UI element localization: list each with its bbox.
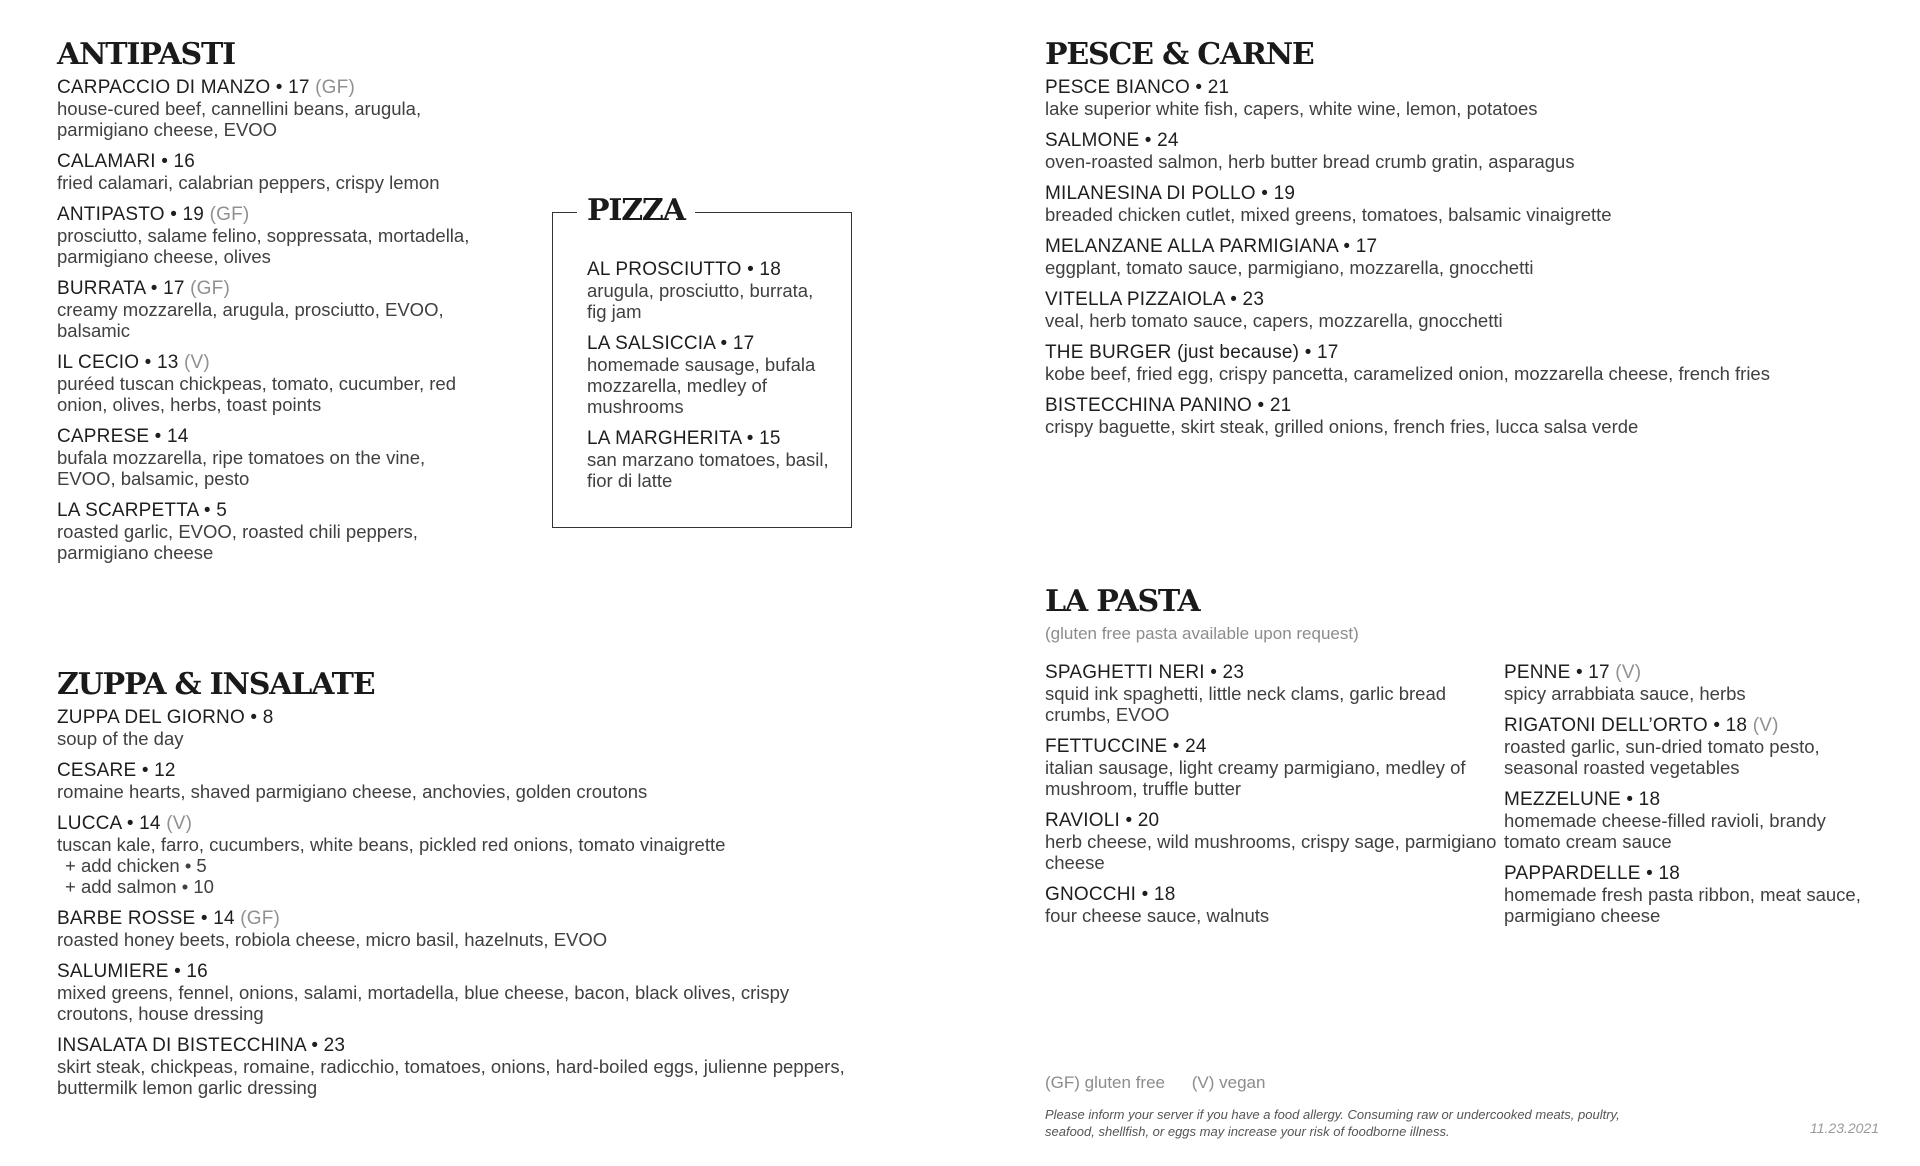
item-name: PESCE BIANCO • 21 — [1045, 77, 1230, 98]
diet-tag: (GF) — [315, 77, 355, 98]
menu-item — [1045, 183, 1845, 225]
item-description: roasted honey beets, robiola cheese, micro basil, hazelnuts, EVOO — [57, 929, 608, 950]
item-name: CESARE • 12 — [57, 760, 176, 781]
item-description: san marzano tomatoes, basil, fior di latte — [587, 449, 829, 491]
diet-tag: (V) — [1615, 662, 1642, 683]
item-description: mixed greens, fennel, onions, salami, mortadella, blue cheese, bacon, black olives, crispy croutons, house dressing — [57, 982, 790, 1024]
item-description: breaded chicken cutlet, mixed greens, tomatoes, balsamic vinaigrette — [1045, 204, 1612, 225]
item-description: lake superior white fish, capers, white wine, lemon, potatoes — [1045, 98, 1538, 119]
diet-tag: (V) — [1752, 715, 1779, 736]
menu-item — [57, 760, 857, 802]
item-name: CARPACCIO DI MANZO • 17 — [57, 77, 310, 98]
pizza-items — [587, 259, 837, 502]
item-note: (just because) — [1177, 342, 1300, 363]
pesce-carne-section — [1045, 37, 1845, 448]
item-name: CALAMARI • 16 — [57, 151, 196, 172]
pasta-section — [1045, 584, 1885, 937]
legend-vegan: (V) vegan — [1191, 1073, 1266, 1092]
menu-item — [57, 961, 857, 1024]
pasta-left-column — [1045, 662, 1504, 937]
diet-tag: (GF) — [240, 908, 281, 929]
menu-item — [57, 813, 857, 897]
item-name: PENNE • 17 — [1504, 662, 1610, 683]
menu-item — [1045, 884, 1504, 926]
item-name: ANTIPASTO • 19 — [57, 204, 205, 225]
item-price: • 17 — [1304, 342, 1339, 363]
item-description: roasted garlic, sun-dried tomato pesto, seasonal roasted vegetables — [1504, 736, 1820, 778]
item-description: romaine hearts, shaved parmigiano cheese, anchovies, golden croutons — [57, 781, 648, 802]
item-description: bufala mozzarella, ripe tomatoes on the vine, EVOO, balsamic, pesto — [57, 447, 426, 489]
item-description: puréed tuscan chickpeas, tomato, cucumber, red onion, olives, herbs, toast points — [57, 373, 456, 415]
menu-item — [57, 707, 857, 749]
item-description: arugula, prosciutto, burrata, fig jam — [587, 280, 814, 322]
antipasti-title: ANTIPASTI — [57, 37, 235, 72]
item-name: MELANZANE ALLA PARMIGIANA • 17 — [1045, 236, 1378, 257]
item-name: PAPPARDELLE • 18 — [1504, 863, 1681, 884]
item-description: veal, herb tomato sauce, capers, mozzarella, gnocchetti — [1045, 310, 1503, 331]
menu-item — [57, 77, 477, 140]
item-description: homemade fresh pasta ribbon, meat sauce, parmigiano cheese — [1504, 884, 1861, 926]
diet-legend — [1045, 1073, 1287, 1093]
menu-item — [1504, 662, 1884, 704]
pasta-title: LA PASTA — [1045, 584, 1200, 619]
item-description: soup of the day — [57, 728, 184, 749]
menu-item — [57, 151, 477, 193]
pasta-note: (gluten free pasta available upon request) — [1045, 624, 1359, 643]
diet-tag: (GF) — [209, 204, 250, 225]
item-name: SALUMIERE • 16 — [57, 961, 208, 982]
item-name: IL CECIO • 13 — [57, 352, 179, 373]
item-description: italian sausage, light creamy parmigiano, medley of mushroom, truffle butter — [1045, 757, 1466, 799]
pesce-title: PESCE & CARNE — [1045, 37, 1314, 72]
menu-item — [587, 259, 837, 322]
item-name: BARBE ROSSE • 14 — [57, 908, 235, 929]
add-salmon-option: + add salmon • 10 — [65, 876, 214, 897]
item-name: MILANESINA DI POLLO • 19 — [1045, 183, 1296, 204]
diet-tag: (V) — [184, 352, 210, 373]
item-description: herb cheese, wild mushrooms, crispy sage, parmigiano cheese — [1045, 831, 1497, 873]
item-name: FETTUCCINE • 24 — [1045, 736, 1207, 757]
menu-item — [1504, 789, 1884, 852]
item-description: spicy arrabbiata sauce, herbs — [1504, 683, 1746, 704]
add-chicken-option: + add chicken • 5 — [65, 855, 207, 876]
allergy-notice: Please inform your server if you have a food allergy. Consuming raw or undercooked meats, poultry, seafood, shellfish, or eggs may increase your risk of foodborne illness. — [1045, 1107, 1620, 1139]
item-name: SPAGHETTI NERI • 23 — [1045, 662, 1245, 683]
menu-item — [57, 204, 477, 267]
antipasti-section — [57, 37, 477, 574]
menu-item — [1045, 395, 1845, 437]
menu-item — [1045, 289, 1845, 331]
item-description: homemade cheese-filled ravioli, brandy tomato cream sauce — [1504, 810, 1826, 852]
menu-item — [1045, 810, 1504, 873]
item-description: kobe beef, fried egg, crispy pancetta, caramelized onion, mozzarella cheese, french fries — [1045, 363, 1770, 384]
menu-item — [1045, 342, 1845, 384]
item-name: RIGATONI DELL’ORTO • 18 — [1504, 715, 1748, 736]
item-name: LA MARGHERITA • 15 — [587, 428, 781, 449]
pasta-columns — [1045, 662, 1885, 937]
pizza-section — [552, 193, 852, 528]
item-name: LA SALSICCIA • 17 — [587, 333, 755, 354]
menu-item — [57, 278, 477, 341]
menu-item — [1045, 77, 1845, 119]
menu-item — [587, 333, 837, 417]
zuppa-insalate-section — [57, 667, 857, 1109]
zuppa-title: ZUPPA & INSALATE — [57, 667, 375, 702]
diet-tag: (GF) — [190, 278, 230, 299]
menu-item — [1504, 715, 1884, 778]
item-name: VITELLA PIZZAIOLA • 23 — [1045, 289, 1265, 310]
item-description: squid ink spaghetti, little neck clams, garlic bread crumbs, EVOO — [1045, 683, 1447, 725]
item-name: ZUPPA DEL GIORNO • 8 — [57, 707, 274, 728]
item-name: BURRATA • 17 — [57, 278, 185, 299]
diet-tag: (V) — [166, 813, 193, 834]
menu-item — [1045, 662, 1504, 725]
item-name: RAVIOLI • 20 — [1045, 810, 1160, 831]
menu-item — [57, 908, 857, 950]
menu-item — [1045, 130, 1845, 172]
item-name: GNOCCHI • 18 — [1045, 884, 1176, 905]
item-description: tuscan kale, farro, cucumbers, white beans, pickled red onions, tomato vinaigrette — [57, 834, 726, 855]
menu-date: 11.23.2021 — [1810, 1120, 1880, 1136]
legend-gluten-free: (GF) gluten free — [1045, 1073, 1165, 1092]
menu-item — [587, 428, 837, 491]
item-description: oven-roasted salmon, herb butter bread crumb gratin, asparagus — [1045, 151, 1575, 172]
item-description: eggplant, tomato sauce, parmigiano, mozzarella, gnocchetti — [1045, 257, 1534, 278]
menu-item — [1045, 236, 1845, 278]
item-name: LUCCA • 14 — [57, 813, 161, 834]
item-name: LA SCARPETTA • 5 — [57, 500, 228, 521]
item-name: BISTECCHINA PANINO • 21 — [1045, 395, 1292, 416]
item-name: INSALATA DI BISTECCHINA • 23 — [57, 1035, 346, 1056]
menu-item — [57, 500, 477, 563]
item-description: four cheese sauce, walnuts — [1045, 905, 1270, 926]
pasta-right-column — [1504, 662, 1884, 937]
item-name: MEZZELUNE • 18 — [1504, 789, 1661, 810]
item-description: roasted garlic, EVOO, roasted chili peppers, parmigiano cheese — [57, 521, 418, 563]
menu-item — [57, 352, 477, 415]
item-name: SALMONE • 24 — [1045, 130, 1179, 151]
item-description: crispy baguette, skirt steak, grilled onions, french fries, lucca salsa verde — [1045, 416, 1639, 437]
menu-item — [1504, 863, 1884, 926]
item-name: THE BURGER — [1045, 342, 1172, 363]
menu-item — [57, 426, 477, 489]
item-description: fried calamari, calabrian peppers, crispy lemon — [57, 172, 440, 193]
pizza-title: PIZZA — [577, 193, 695, 229]
item-name: CAPRESE • 14 — [57, 426, 189, 447]
menu-item — [1045, 736, 1504, 799]
item-name: AL PROSCIUTTO • 18 — [587, 259, 781, 280]
item-description: skirt steak, chickpeas, romaine, radicchio, tomatoes, onions, hard-boiled eggs, julienne peppers, buttermilk lemon garlic dressing — [57, 1056, 845, 1098]
item-description: creamy mozzarella, arugula, prosciutto, EVOO, balsamic — [57, 299, 444, 341]
item-description: house-cured beef, cannellini beans, arugula, parmigiano cheese, EVOO — [57, 98, 422, 140]
item-description: prosciutto, salame felino, soppressata, mortadella, parmigiano cheese, olives — [57, 225, 470, 267]
menu-item — [57, 1035, 857, 1098]
item-description: homemade sausage, bufala mozzarella, medley of mushrooms — [587, 354, 816, 417]
